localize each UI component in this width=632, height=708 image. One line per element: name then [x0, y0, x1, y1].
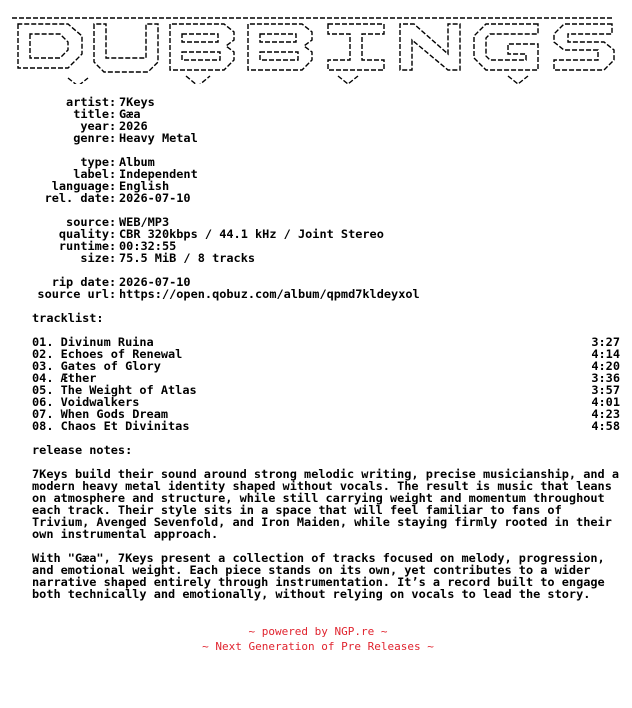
- meta-key: year: [80, 119, 109, 133]
- release-notes: [16, 468, 620, 600]
- tracklist: [16, 336, 620, 432]
- ascii-logo: [8, 14, 620, 84]
- meta-row-quality: quality : CBR 320kbps / 44.1 kHz / Joint Stereo: [16, 228, 620, 240]
- meta-key: genre: [73, 131, 109, 145]
- meta-key: type: [80, 155, 109, 169]
- meta-key: label: [73, 167, 109, 181]
- footer-tagline: ~ Next Generation of Pre Releases ~: [202, 640, 434, 653]
- meta-key: artist: [66, 95, 109, 109]
- track-title: 08. Chaos Et Divinitas: [32, 419, 190, 433]
- track-time: 4:23: [591, 407, 620, 421]
- meta-key: runtime: [58, 239, 109, 253]
- track-time: 4:01: [591, 395, 620, 409]
- track-time: 3:36: [591, 371, 620, 385]
- track-row: [32, 360, 620, 372]
- meta-value: 00:32:55: [119, 239, 177, 253]
- meta-row-rip-date: rip date : 2026-07-10: [16, 276, 620, 288]
- meta-value: Gæa: [119, 107, 141, 121]
- track-title: 02. Echoes of Renewal: [32, 347, 183, 361]
- meta-row-artist: artist : 7Keys: [16, 96, 620, 108]
- meta-value: Independent: [119, 167, 198, 181]
- meta-key: language: [51, 179, 109, 193]
- notes-paragraph: 7Keys build their sound around strong melodic writing, precise musicianship, and a modern heavy metal identity shaped without vocals. The result is music that leans on atmosphere and structure, while still carrying weight and momentum throughout each track. Their style sits in a space that will feel familiar to fans of Trivium, Avenged Sevenfold, and Iron Maiden, while staying firmly rooted in their own instrumental approach.: [32, 467, 620, 541]
- release-notes-title: release notes:: [32, 443, 133, 457]
- track-time: 4:58: [591, 419, 620, 433]
- meta-key: title: [73, 107, 109, 121]
- meta-row-source: source : WEB/MP3: [16, 216, 620, 228]
- meta-value: 2026-07-10: [119, 275, 191, 289]
- footer-powered-by: ~ powered by NGP.re ~: [248, 625, 388, 638]
- meta-value: 2026-07-10: [119, 191, 191, 205]
- meta-key: size: [80, 251, 109, 265]
- ascii-logo-art: [8, 14, 620, 84]
- meta-key: quality: [58, 227, 109, 241]
- meta-row-source-url: source url : https://open.qobuz.com/album/qpmd7kldeyxol: [16, 288, 620, 300]
- meta-value: Album: [119, 155, 155, 169]
- track-title: 01. Divinum Ruina: [32, 335, 154, 349]
- release-metadata: [16, 96, 620, 300]
- source-url-link[interactable]: https://open.qobuz.com/album/qpmd7kldeyxol: [119, 287, 420, 301]
- meta-row-type: type : Album: [16, 156, 620, 168]
- notes-paragraph: With "Gæa", 7Keys present a collection of tracks focused on melody, progression, and emotional weight. Each piece stands on its own, yet contributes to a wider narrative shaped entirely through instrumentation. It’s a record built to engage both technically and emotionally, without relying on vocals to lead the story.: [32, 551, 605, 601]
- track-time: 4:20: [591, 359, 620, 373]
- meta-row-size: size : 75.5 MiB / 8 tracks: [16, 252, 620, 264]
- meta-key: source: [66, 215, 109, 229]
- footer: [16, 624, 620, 654]
- track-title: 05. The Weight of Atlas: [32, 383, 197, 397]
- meta-value: 75.5 MiB / 8 tracks: [119, 251, 256, 265]
- meta-row-title: title : Gæa: [16, 108, 620, 120]
- track-time: 3:27: [591, 335, 620, 349]
- nfo-document: [16, 14, 620, 654]
- track-time: 3:57: [591, 383, 620, 397]
- meta-value: 2026: [119, 119, 148, 133]
- meta-key: rip date: [51, 275, 109, 289]
- track-time: 4:14: [591, 347, 620, 361]
- meta-row-label: label : Independent: [16, 168, 620, 180]
- track-title: 03. Gates of Glory: [32, 359, 161, 373]
- track-title: 06. Voidwalkers: [32, 395, 140, 409]
- track-title: 04. Æther: [32, 371, 97, 385]
- meta-row-language: language : English: [16, 180, 620, 192]
- meta-row-rel-date: rel. date : 2026-07-10: [16, 192, 620, 204]
- meta-key: rel. date: [44, 191, 109, 205]
- meta-key: source url: [37, 287, 109, 301]
- tracklist-title: tracklist:: [32, 311, 104, 325]
- meta-value: WEB/MP3: [119, 215, 170, 229]
- track-row: [32, 420, 620, 432]
- meta-row-year: year : 2026: [16, 120, 620, 132]
- track-title: 07. When Gods Dream: [32, 407, 169, 421]
- meta-value: Heavy Metal: [119, 131, 198, 145]
- meta-value: CBR 320kbps / 44.1 kHz / Joint Stereo: [119, 227, 384, 241]
- meta-value: English: [119, 179, 170, 193]
- meta-row-runtime: runtime : 00:32:55: [16, 240, 620, 252]
- meta-value: 7Keys: [119, 95, 155, 109]
- meta-row-genre: genre : Heavy Metal: [16, 132, 620, 144]
